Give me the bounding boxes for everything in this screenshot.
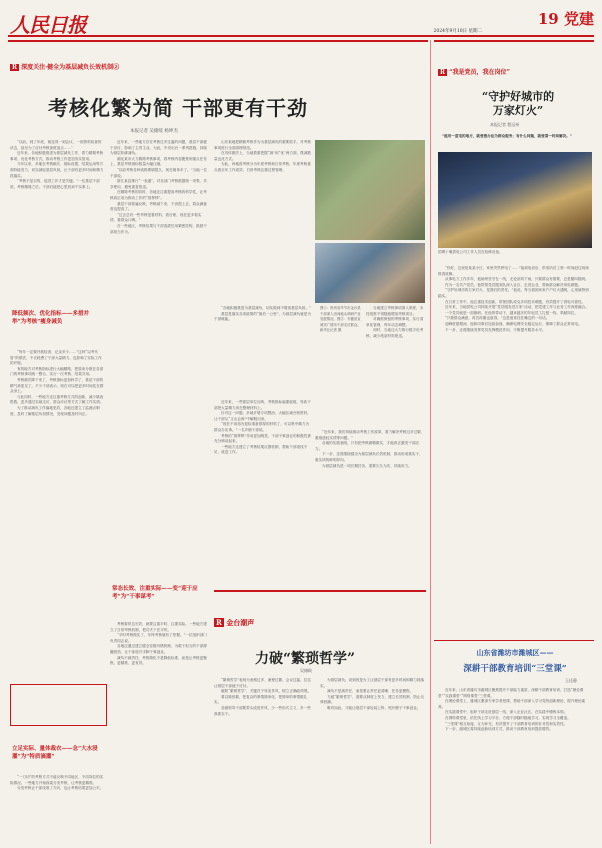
subhead-1 bbox=[12, 310, 102, 326]
page-number: 19 bbox=[537, 10, 559, 28]
subhead-2 bbox=[112, 585, 207, 601]
commentary-rule bbox=[214, 590, 426, 592]
photo-field-work bbox=[315, 140, 425, 240]
body-col-1c: “一刀切”的考核方式不能反映不同地区、不同岗位的实际情况。一些地方开始探索分类考核，让考核更精准。 分类考核让干部找准了方向，也让考核结果更加公平。 bbox=[10, 775, 104, 791]
column-tag-text: 深度关注·健全为基层减负长效机制② bbox=[21, 64, 120, 71]
right-caption: 国网十堰供电公司工作人员在检修设备。 bbox=[438, 250, 503, 254]
photo-village-visit bbox=[315, 243, 425, 303]
body-paragraph: “以前，到了年底，就变得一到会议、一到资料检查的状态，甚至为了应付考核加班加点……” bbox=[10, 140, 102, 150]
right-bottom-headline: 深耕干部教育培训“三堂课” bbox=[463, 664, 567, 674]
commentary-col-1: “繁琐哲学”表现为表格过多、流程过繁、会议过滥，往往让基层干部疲于应付。 破除“繁琐哲学”，关键在于转变作风，树立正确政绩观。 要以简驭繁，把复杂的事情简单化，把简单的事情做扎实。 各级领导干部要带头改进作风，少一些形式主义，多一些真抓实干。 bbox=[214, 678, 311, 716]
badge-icon: R bbox=[216, 618, 222, 627]
right-bottom-byline: 王佳静 bbox=[565, 678, 577, 683]
date-rule bbox=[8, 28, 594, 37]
subhead-3 bbox=[12, 745, 102, 761]
caption-text: 图①：贵州省毕节市金沙县干部深入田间地头调研产业发展情况。图②：安徽省宣城市广德市干部走访群众。 bbox=[320, 306, 361, 327]
right-headline-line-2: 万家灯火” bbox=[492, 104, 544, 117]
subhead-1-text: 降低频次、优化指标——多措并举“为考核”瘦身减负 bbox=[12, 311, 90, 325]
right-column-tag bbox=[438, 67, 510, 76]
body-col-4b: “近年来，我们持续推动考核工作改革，着力解决考核过多过繁、重痕迹轻实绩等问题。” 各地的实践表明，只有把考核做精做实，才能真正激发干部活力。 下一步，还将继续健全为基层减负长效机制，推动形成重实干、重实绩的鲜明导向。 为基层减负是一项长期任务，需要久久为功、持续用力。 bbox=[315, 430, 425, 468]
column-divider bbox=[430, 40, 431, 844]
page-number-and-section bbox=[538, 8, 594, 29]
photo-credit: 新华社记者 摄 bbox=[320, 328, 342, 333]
body-col-1: “以前，到了年底，就变得一到会议、一到资料检查的状态，甚至为了应付考核加班加点……” 近年来，各地积极推进为基层减负工作，着力精简考核事项、优化考核方式，推动考核工作更加务实管用。 今年以来，多地在考核频次、指标设置、结果运用等方面持续发力，切实减轻基层负担，让干部有更多时间和精力抓落实。 “考核不是目的，促进工作才是关键。”一位基层干部说，考核精简之后，干部们能把心思放到干实事上。 bbox=[10, 140, 104, 189]
right-bottom-kicker: 山东省潍坊市潍城区—— bbox=[476, 648, 554, 657]
right-lead: “能用一度电的地方，就要想办法为群众服务；有什么问题，就要第一时间解决。” bbox=[442, 134, 572, 138]
column-tag bbox=[10, 62, 119, 71]
page-section: 党建 bbox=[563, 10, 594, 28]
right-bottom-body: 近年来，山东省潍坊市潍城区聚焦提升干部能力素质，深耕干部教育培训，打造“理论课堂”“实践课堂”“网络课堂”三堂课。 在理论课堂上，潍城区邀请专家学者授课，帮助干部深入学习党的创新理论，提升理论素养。 在实践课堂中，组织干部走进基层一线、深入企业社区，在实践中锤炼本领。 在网络课堂里，依托线上学习平台，方便干部随时随地学习，实现学习全覆盖。 “三堂课”相互衔接、互为补充，有效提升了干部教育培训的针对性和实效性。 下一步，潍城区将持续创新培训方式，推动干部教育培训提质增效。 bbox=[438, 688, 586, 732]
badge-icon: R bbox=[440, 69, 445, 76]
issue-date: 2024年9月10日 星期二 bbox=[433, 29, 482, 34]
badge-icon: R bbox=[12, 64, 17, 71]
right-section-rule bbox=[434, 40, 594, 42]
body-col-1b: “每年一定要开展检查、记录多少……”这种“以考代管”的做法，不仅耗费了干部大量精力，也影响了实际工作的开展。 有的地方对考核指标进行大幅精简，把原来分散在各部门的考核事项统一整合，实行一次考核、结果共用。 考核频次降下来了，考核指标更加科学了，基层干部的精气神更足了。不少干部表示，现在可以把更多时间花在群众身上。 与此同时，一些地方还注重考核方式的创新，减少填表报数，更多通过实地走访、群众评议等方式了解工作实绩。 为了推动减负工作落地见效，各地还建立了监测点制度，及时了解基层负担情况，发现问题及时纠正。 bbox=[10, 350, 104, 416]
masthead: 人民日报 bbox=[10, 13, 86, 37]
body-col-3c: 近年来，一些基层单位反映，考核指标偏重留痕，导致干部把大量精力用在整理材料上。 针对这一问题，多地开展专项整治，大幅压减台账资料，让干部从“文山会海”中解脱出来。 “现在不用再为迎检准备厚厚的材料了，可以集中精力为群众办实事。”一名乡镇干部说。 考核的“指挥棒”作用更加明显，干部干事创业的积极性被充分调动起来。 一些地方还建立了考核结果反馈机制，帮助干部查找不足、改进工作。 bbox=[214, 400, 311, 455]
body-col-4: 当地建立考核事项准入制度，未经批准不得随意增加考核项目。 对确需保留的考核事项，实行清单化管理，每年动态调整。 同时，当地还大力推行数字化考核，减少纸质材料报送。 bbox=[366, 306, 424, 338]
commentary-col-2: 为基层减负，说到底是为了让基层干部有更多时间和精力抓落实。 减负不是减责任，而是要让责任更清晰、任务更聚焦。 力破“繁琐哲学”，需要从制度上发力，建立长效机制，防止反弹回潮。 唯有如此，才能让基层干部轻装上阵、甩开膀子干事创业。 bbox=[320, 678, 425, 710]
right-bottom-rule bbox=[434, 640, 594, 641]
right-headline-line-1: “守护好城市的 bbox=[481, 90, 555, 103]
body-col-3b: “各地积极推进为基层减负，切实做到不增加基层负担。” 基层是落实各项政策的“最后一公里”，为基层减负就是为干部赋能。 bbox=[214, 306, 311, 322]
body-col-2: 近年来，一些地方存在考核过多过滥的问题，基层干部疲于应付，影响了主责主业。为此，中央出台一系列措施，持续为基层松绑减负。 湖北某市大力精简考核事项，将考核内容聚焦到重点任务上，基层考核指标数量大幅压缩。 “以前考核各种表格要填很久，现在简单多了。”当地一位干部说。 浙江某县推行“一表通”，对各部门考核数据统一采集、共享使用，避免重复报送。 在精简考核的同时，各地还注重提高考核的科学性，让考核真正成为推动工作的“指挥棒”。 基层干部普遍反映，考核减下来，干劲提上去，群众满意度也提高了。 “过去总有一些考核是看材料、看台账，现在更多看实绩、看群众口碑。” 在一些地区，考核结果与干部选拔任用紧密挂钩，鼓励干部担当作为。 bbox=[110, 140, 208, 234]
body-col-3: 山东某地把精简考核作为为基层减负的重要抓手，对考核事项进行全面清理规范。 在具体做法上，当地着重把握“减”和“优”两方面，既减数量也优方式。 为此，该地将考核分为年度考核和日常考核，年度考核重点看全年工作成效，日常考核注重过程管理。 bbox=[214, 140, 312, 172]
body-col-2b: 考核要常态长效，就要注重平时、注重实际。一些地方建立了日常考核机制，把功夫下在平时。 “平时考核做实了，年终考核就有了依据。”一位组织部门负责同志说。 各地还通过建立健全容错纠错机制，为敢于担当的干部撑腰鼓劲，让干部放开手脚干事创业。 减负不减责任，考核简化不是降低标准，而是让考核更聚焦、更精准、更有效。 bbox=[110, 622, 207, 666]
commentary-column-title: 金台潮声 bbox=[226, 618, 255, 627]
highlight-box bbox=[10, 684, 107, 726]
right-column-tag-text: “我是党员，我在岗位” bbox=[449, 69, 510, 76]
main-byline: 本报记者 吴储岐 杨坤杰 bbox=[130, 129, 178, 134]
right-body: “你好，这里是某某小区，家里突然停电了……”接到电话后，供电所员工第一时间赶往现场排查故障。 从事电力工作多年，他始终坚守在一线，无论刮风下雨，只要群众有需要，总是随叫随到。 作为一名共产党员，他带领党员服务队深入社区、走进企业，帮助群众解决用电难题。 “守护好城市的万家灯火，是我们的责任。”他说，每当看到家家户户灯火通明，心里就特别踏实。 在日常工作中，他注重技术创新，带领团队攻克多项技术难题，有效提升了供电可靠性。 近年来，当地供电公司持续开展“党员服务进万家”活动，把党建工作与业务工作深度融合。 一个党员就是一面旗帜。在他的带动下，越来越多的年轻员工扎根一线、奉献岗位。 “只要群众满意，再苦再累也值得。”这是他常挂在嘴边的一句话。 迎峰度夏期间，他和同事们连续奋战，确保电网安全稳定运行，保障了群众正常用电。 下一步，还将继续发挥党员先锋模范作用，不断提升服务水平。 bbox=[438, 266, 589, 332]
right-headline bbox=[448, 90, 588, 118]
section-rule bbox=[8, 40, 428, 42]
subhead-2-text: 常态长效、注重实际——变“迎于应考”为“干事谋考” bbox=[112, 586, 198, 600]
right-byline: 本报记者 程远州 bbox=[490, 122, 520, 127]
main-headline: 考核化繁为简 干部更有干劲 bbox=[48, 96, 308, 120]
photo-caption bbox=[320, 306, 362, 416]
subhead-3-text: 立足实际、量体裁衣——念“大水浸灌”为“特质滴灌” bbox=[12, 746, 98, 760]
photo-power-worker bbox=[438, 152, 592, 248]
commentary-byline: 吴储岐 bbox=[300, 668, 312, 673]
commentary-headline: 力破“繁琐哲学” bbox=[255, 651, 356, 667]
commentary-column bbox=[214, 618, 254, 628]
